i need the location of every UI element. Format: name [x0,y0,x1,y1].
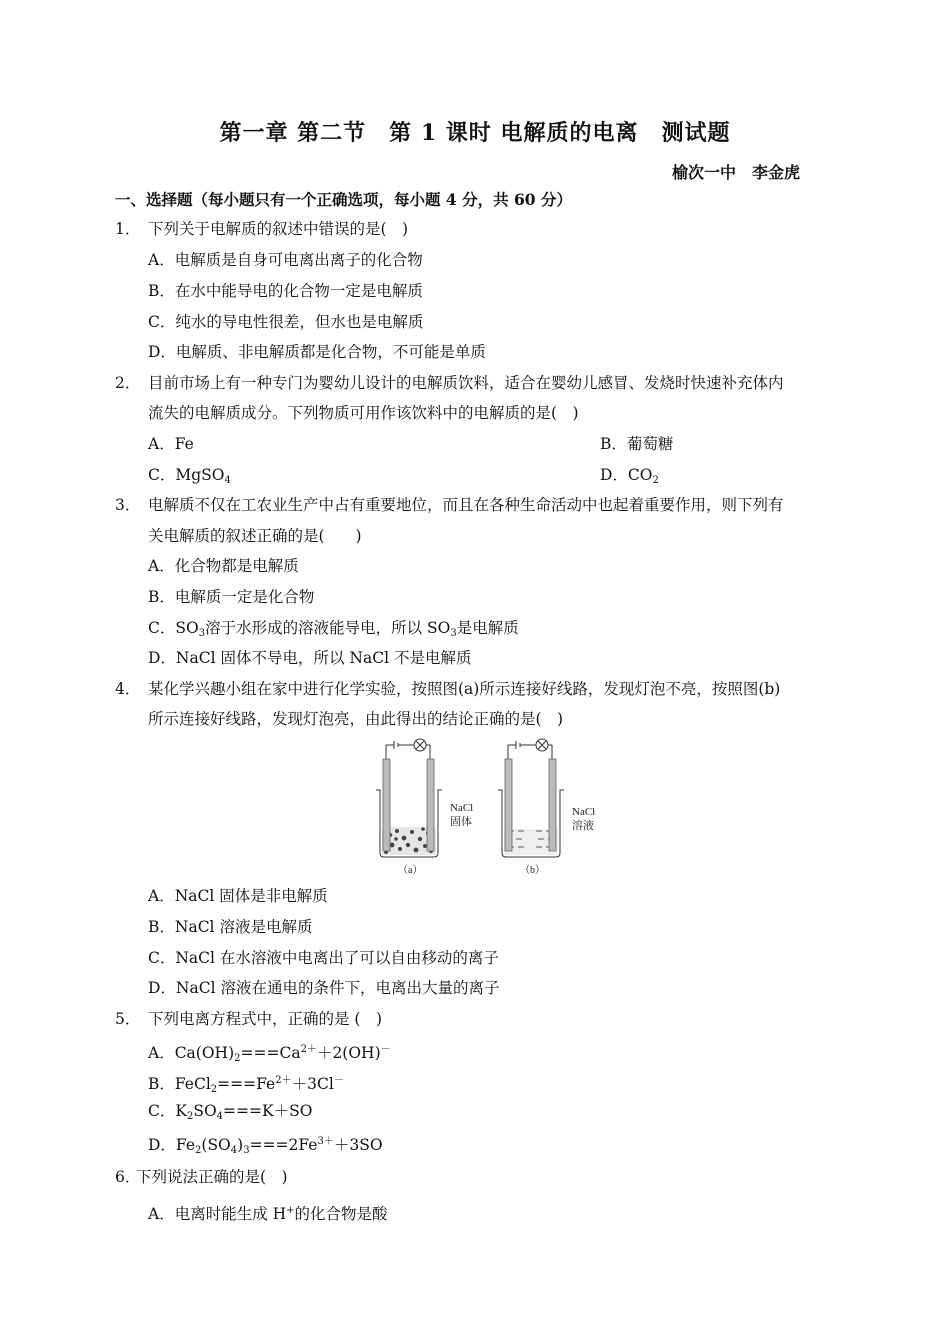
electrode-a-right [427,759,434,851]
label-b-state: 溶液 [572,820,594,832]
option: A．化合物都是电解质 [148,557,299,575]
question-stem: 下列说法正确的是( ) [136,1168,288,1186]
experiment-figure [370,735,605,877]
option: D．NaCl 溶液在通电的条件下，电离出大量的离子 [148,979,500,997]
electrode-b-left [505,759,512,851]
question-number: 6． [115,1168,141,1186]
label-b-formula: NaCl [572,806,596,818]
option: B．NaCl 溶液是电解质 [148,918,313,936]
section-heading: 一、选择题（每小题只有一个正确选项，每小题 4 分，共 60 分） [115,190,572,209]
option: A．电解质是自身可电离出离子的化合物 [148,251,423,269]
question-stem: 所示连接好线路，发现灯泡亮，由此得出的结论正确的是( ) [148,710,564,728]
label-a-formula: NaCl [450,802,474,814]
option: D．$CO_2$ [600,466,659,486]
question-number: 5． [115,1010,141,1028]
electrode-a-left [383,759,390,851]
question-stem: 电解质不仅在工农业生产中占有重要地位，而且在各种生命活动中也起着重要作用，则下列有 [148,496,784,514]
equation-option: A．$Ca(OH)_2===Ca^{2+}+2(OH)^-$ [148,1044,391,1064]
option: B．电解质一定是化合物 [148,588,315,606]
option: C．MgSO$_4$ [148,466,231,486]
caption-a: （a） [398,865,423,876]
option: C．纯水的导电性很差，但水也是电解质 [148,313,424,331]
option: D．电解质、非电解质都是化合物，不可能是单质 [148,343,486,361]
question-stem: 流失的电解质成分。下列物质可用作该饮料中的电解质的是( ) [148,404,579,422]
equation-option: B．$FeCl_2===Fe^{2+}+3Cl^-$ [148,1075,344,1095]
question-stem: 下列关于电解质的叙述中错误的是( ) [148,220,409,238]
question-number: 4． [115,680,141,698]
equation-option: D．$Fe_2(SO_4)_3===2Fe^{3+}+3SO$ [148,1136,383,1156]
option: C．NaCl 在水溶液中电离出了可以自由移动的离子 [148,949,499,967]
label-a-state: 固体 [450,816,472,828]
question-number: 3． [115,496,141,514]
option: B．在水中能导电的化合物一定是电解质 [148,282,423,300]
question-stem: 某化学兴趣小组在家中进行化学实验，按照图(a)所示连接好线路，发现灯泡不亮，按照图(b) [148,680,781,698]
question-stem: 下列电离方程式中，正确的是 ( ) [148,1010,383,1028]
page-title: 第一章 第二节 第 1 课时 电解质的电离 测试题 [219,120,731,146]
author: 榆次一中 李金虎 [671,163,800,182]
question-number: 2． [115,374,141,392]
option: A．NaCl 固体是非电解质 [148,887,328,905]
option: C．$SO_3$溶于水形成的溶液能导电，所以 $SO_3$是电解质 [148,619,519,639]
option: A．电离时能生成 H+的化合物是酸 [148,1205,388,1223]
option: A．Fe [148,435,194,453]
option: B．葡萄糖 [600,435,674,453]
question-number: 1． [115,220,141,238]
caption-b: （b） [520,865,545,876]
option: D．NaCl 固体不导电，所以 NaCl 不是电解质 [148,649,472,667]
electrode-b-right [549,759,556,851]
equation-option: C．$K_2SO_4===K+SO$ [148,1102,313,1122]
question-stem: 目前市场上有一种专门为婴幼儿设计的电解质饮料，适合在婴幼儿感冒、发烧时快速补充体内 [148,374,784,392]
question-stem: 关电解质的叙述正确的是( ) [148,527,362,545]
